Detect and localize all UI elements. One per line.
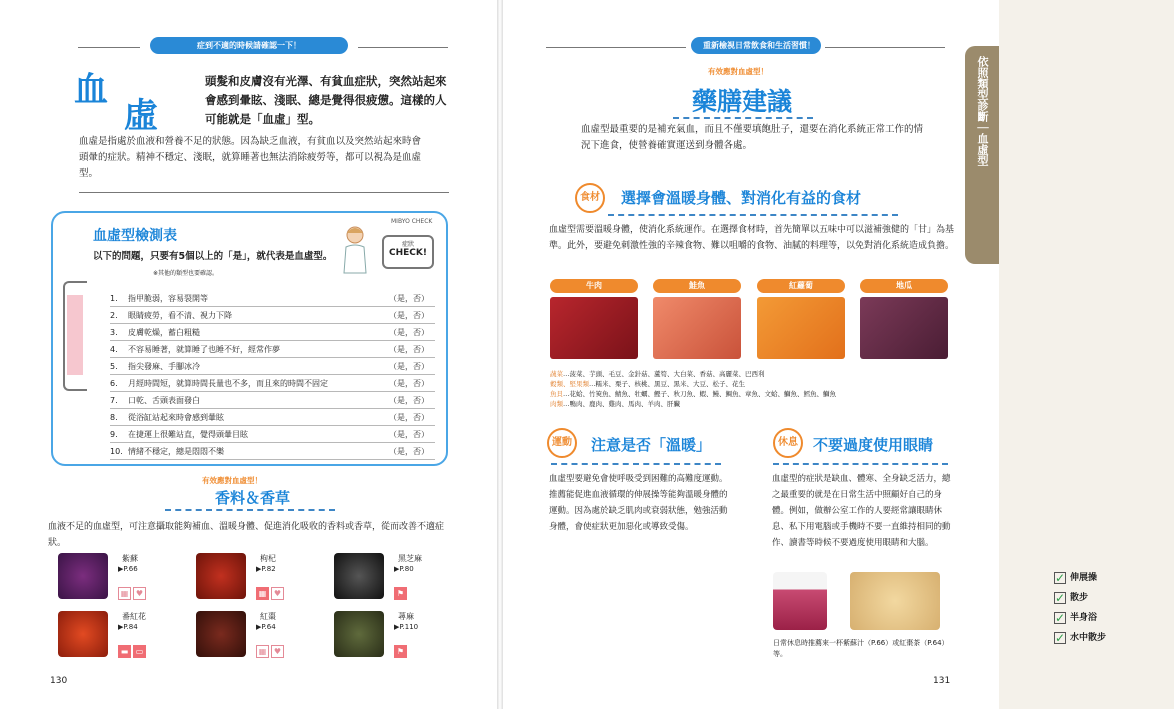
rest-caption: 日常休息時推薦來一杯紫蘇汁（P.66）或紅棗茶（P.64）等。 xyxy=(773,639,949,658)
herb-ref: ▶P.84 xyxy=(118,623,138,631)
exercise-body: 血虛型要避免會使呼吸受到困難的高難度運動。推薦能促進血液循環的伸展操等能夠溫暖身體的運動。因為處於缺乏肌肉或衰弱狀態，勉強活動身體，會使症狀更加惡化或導致受傷。 xyxy=(549,474,728,532)
body-text: 血虛是指處於血液和營養不足的狀態。因為缺乏血液，有貧血以及突然站起來時會頭暈的症狀。精神不穩定、淺眠，就算睡著也無法消除疲勞等，都可以視為是血虛型。 xyxy=(79,136,422,179)
title-char-1: 血 xyxy=(74,70,108,110)
list-values: …糯米、栗子、核桃、黑豆、黑米、大豆、松子、花生 xyxy=(589,380,745,388)
row-yn: （是，否） xyxy=(389,294,429,303)
checklist-row[interactable] xyxy=(110,342,435,358)
checklist-row[interactable] xyxy=(110,376,435,392)
pink-marker xyxy=(67,295,83,375)
checklist-row[interactable] xyxy=(110,308,435,324)
herb-ref: ▶P.80 xyxy=(394,565,414,573)
stamp-top: MIBYO CHECK xyxy=(391,218,433,225)
title-char-2: 虛 xyxy=(124,96,158,136)
food-label: 鮭魚 xyxy=(653,279,741,293)
right-page xyxy=(503,0,1107,709)
doctor-illustration xyxy=(338,223,372,273)
herb-name: 黑芝麻 xyxy=(398,554,422,563)
checklist-row[interactable] xyxy=(110,427,435,443)
salmon-image xyxy=(653,297,741,359)
herb-name: 蕁麻 xyxy=(398,612,414,621)
food-heading: 選擇會溫暖身體、對消化有益的食材 xyxy=(621,189,862,207)
row-num: 3. xyxy=(110,328,118,337)
sweet-potato-image xyxy=(860,297,948,359)
row-yn: （是，否） xyxy=(389,413,429,422)
row-num: 10. xyxy=(110,447,123,456)
checklist-row[interactable] xyxy=(110,393,435,409)
row-yn: （是，否） xyxy=(389,362,429,371)
car-icon: ▬ xyxy=(118,645,131,658)
row-text: 皮膚乾燥，蓄白粗糙 xyxy=(128,328,200,337)
rest-heading: 不要過度使用眼睛 xyxy=(813,436,934,454)
divider xyxy=(358,47,448,48)
dashed-underline xyxy=(773,463,948,465)
building-icon: ▦ xyxy=(118,587,131,600)
check-label: 伸展操 xyxy=(1070,573,1098,583)
herb-icons xyxy=(256,581,286,600)
divider xyxy=(78,47,140,48)
checkmark-icon: ✓ xyxy=(1055,630,1066,645)
checklist-row[interactable] xyxy=(110,444,435,460)
carrot-image xyxy=(757,297,845,359)
row-num: 4. xyxy=(110,345,118,354)
herb-ref: ▶P.64 xyxy=(256,623,276,631)
heart-icon: ♥ xyxy=(271,587,284,600)
herb-item[interactable] xyxy=(188,553,328,599)
list-values: …菠菜、芋頭、毛豆、金針菇、蘆筍、大白菜、香菇、高麗菜、巴西利 xyxy=(563,370,765,378)
list-values: …鴨肉、鹿肉、雞肉、馬肉、羊肉、肝臟 xyxy=(563,400,680,408)
checkmark-icon: ✓ xyxy=(1055,570,1066,585)
checkmark-icon: ✓ xyxy=(1055,610,1066,625)
check-label: 半身浴 xyxy=(1070,613,1098,623)
dashed-underline xyxy=(673,117,813,119)
row-yn: （是，否） xyxy=(389,379,429,388)
row-yn: （是，否） xyxy=(389,345,429,354)
herb-name: 枸杞 xyxy=(260,554,276,563)
checklist-row[interactable] xyxy=(110,359,435,375)
row-num: 2. xyxy=(110,311,118,320)
black-sesame-image xyxy=(334,553,384,599)
row-yn: （是，否） xyxy=(389,396,429,405)
row-yn: （是，否） xyxy=(389,311,429,320)
herb-icons xyxy=(118,581,148,600)
herb-name: 番紅花 xyxy=(122,612,146,621)
flag-icon: ⚑ xyxy=(394,645,407,658)
row-num: 1. xyxy=(110,294,118,303)
check-stamp xyxy=(382,235,434,269)
nettle-image xyxy=(334,611,384,657)
banner: 症到不適的時候請確認一下！ xyxy=(150,37,348,54)
checkmark-icon: ✓ xyxy=(1055,590,1066,605)
herb-name: 紅棗 xyxy=(260,612,276,621)
list-values: …花蛤、竹筴魚、鯖魚、牡蠣、鰹子、秋刀魚、蝦、鰻、鯛魚、章魚、文蛤、鰤魚、鱈魚、鰤魚 xyxy=(563,390,836,398)
checklist-title: 血虛型檢測表 xyxy=(93,228,177,244)
checklist-row[interactable] xyxy=(110,410,435,426)
row-text: 指尖發麻、手腳冰冷 xyxy=(128,362,200,371)
building-icon: ▦ xyxy=(256,587,269,600)
saffron-image xyxy=(58,611,108,657)
row-text: 月經時間短，就算時間長量也不多，而且來的時間不固定 xyxy=(128,379,328,388)
stamp-check: CHECK! xyxy=(389,248,427,258)
perilla-juice-image xyxy=(773,572,827,630)
herbs-tag: 有效應對血虛型！ xyxy=(202,476,262,485)
jujube-image xyxy=(196,611,246,657)
row-text: 不容易睡著，就算睡了也睡不好，經常作夢 xyxy=(128,345,280,354)
row-text: 在捷運上很難站直，覺得頭暈目眩 xyxy=(128,430,248,439)
row-num: 6. xyxy=(110,379,118,388)
row-text: 從浴缸站起來時會感到暈眩 xyxy=(128,413,224,422)
food-list xyxy=(550,369,955,409)
row-yn: （是，否） xyxy=(389,328,429,337)
list-key: 蔬菜 xyxy=(550,370,563,378)
page-number: 131 xyxy=(933,676,951,686)
divider xyxy=(825,47,945,48)
herb-ref: ▶P.66 xyxy=(118,565,138,573)
row-num: 7. xyxy=(110,396,118,405)
row-yn: （是，否） xyxy=(389,447,429,456)
rest-body: 血虛型的症狀是缺血、體寒、全身缺乏活力，總之最重要的就是在日常生活中照顧好自己的身體。例如，做辦公室工作的人要經常讓眼睛休息、私下用電腦或手機時不要一直維持相同的動作、讀書等時候不要過度使用眼睛和大腦。 xyxy=(772,474,951,548)
food-circle: 食材 xyxy=(575,183,605,213)
herb-ref: ▶P.110 xyxy=(394,623,419,631)
food-label: 紅蘿蔔 xyxy=(757,279,845,293)
goji-image xyxy=(196,553,246,599)
herbs-body: 血液不足的血虛型，可注意攝取能夠補血、溫暖身體、促進消化吸收的香料或香草，從而改善不適症狀。 xyxy=(48,522,445,548)
perilla-image xyxy=(58,553,108,599)
row-num: 5. xyxy=(110,362,118,371)
left-page xyxy=(0,0,497,709)
checklist-row[interactable] xyxy=(110,325,435,341)
herb-item[interactable] xyxy=(50,553,190,599)
exercise-heading: 注意是否「溫暖」 xyxy=(591,436,712,454)
check-item[interactable] xyxy=(1054,590,1174,604)
divider xyxy=(79,192,449,193)
herb-ref: ▶P.82 xyxy=(256,565,276,573)
food-label: 牛肉 xyxy=(550,279,638,293)
tag: 有效應對血虛型！ xyxy=(708,67,768,76)
dashed-underline xyxy=(165,509,335,511)
page-title: 藥膳建議 xyxy=(692,87,793,116)
herb-item[interactable] xyxy=(188,611,328,657)
beef-image xyxy=(550,297,638,359)
herb-icons xyxy=(256,639,286,658)
herb-item[interactable] xyxy=(50,611,190,657)
list-key: 魚貝 xyxy=(550,390,563,398)
food-label: 地瓜 xyxy=(860,279,948,293)
jujube-tea-image xyxy=(850,572,940,630)
banner: 重新檢視日常飲食和生活習慣！ xyxy=(691,37,821,54)
side-tab[interactable]: 依照類型診斷｜血虛型 xyxy=(965,46,999,264)
building-icon: ▦ xyxy=(256,645,269,658)
list-key: 穀類、堅果類 xyxy=(550,380,589,388)
checklist-note: ※其他的類型也要確認。 xyxy=(153,270,219,277)
herb-icons xyxy=(118,639,148,658)
bed-icon: ▭ xyxy=(133,645,146,658)
row-text: 情緒不穩定，總是悶悶不樂 xyxy=(128,447,224,456)
stamp-label: 症狀 xyxy=(401,241,414,248)
intro-text: 血虛型最重要的是補充氣血，而且不僅要填飽肚子，還要在消化系統正常工作的情況下進食，使營養確實運送到身體各處。 xyxy=(581,124,924,151)
herb-item[interactable] xyxy=(326,611,466,657)
check-item[interactable] xyxy=(1054,610,1174,624)
herb-name: 紫蘇 xyxy=(122,554,138,563)
heart-icon: ♥ xyxy=(133,587,146,600)
dashed-underline xyxy=(551,463,721,465)
check-item[interactable] xyxy=(1054,630,1174,644)
page-number: 130 xyxy=(50,676,68,686)
herb-icons xyxy=(394,639,409,658)
divider xyxy=(546,47,686,48)
check-item[interactable] xyxy=(1054,570,1174,584)
dashed-underline xyxy=(608,214,898,216)
checklist-subtitle: 以下的問題，只要有5個以上的「是」，就代表是血虛型。 xyxy=(93,251,333,262)
checklist-row[interactable] xyxy=(110,291,435,307)
flag-icon: ⚑ xyxy=(394,587,407,600)
rest-circle: 休息 xyxy=(773,428,803,458)
row-text: 指甲脆弱，容易裂開等 xyxy=(128,294,208,303)
row-num: 8. xyxy=(110,413,118,422)
row-num: 9. xyxy=(110,430,118,439)
exercise-circle: 運動 xyxy=(547,428,577,458)
food-body: 血虛型需要溫暖身體，使消化系統運作。在選擇食材時，首先簡單以五味中可以滋補強健的「甘」為基準。此外，要避免刺激性強的辛辣食物、難以咀嚼的食物、油膩的料理等，以免對消化系統造成負擔。 xyxy=(549,225,955,251)
check-label: 散步 xyxy=(1070,593,1089,603)
list-key: 肉類 xyxy=(550,400,563,408)
row-yn: （是，否） xyxy=(389,430,429,439)
herbs-title: 香料＆香草 xyxy=(215,489,291,507)
row-text: 口乾、舌頭表面發白 xyxy=(128,396,200,405)
check-label: 水中散步 xyxy=(1070,633,1107,643)
heart-icon: ♥ xyxy=(271,645,284,658)
intro-bold: 頭髮和皮膚沒有光澤、有貧血症狀，突然站起來會感到暈眩、淺眠、總是覺得很疲憊。這樣的人可能就是「血虛」型。 xyxy=(205,74,447,126)
row-text: 眼睛疲勞，看不清、視力下降 xyxy=(128,311,232,320)
herb-item[interactable] xyxy=(326,553,466,599)
herb-icons xyxy=(394,581,409,600)
